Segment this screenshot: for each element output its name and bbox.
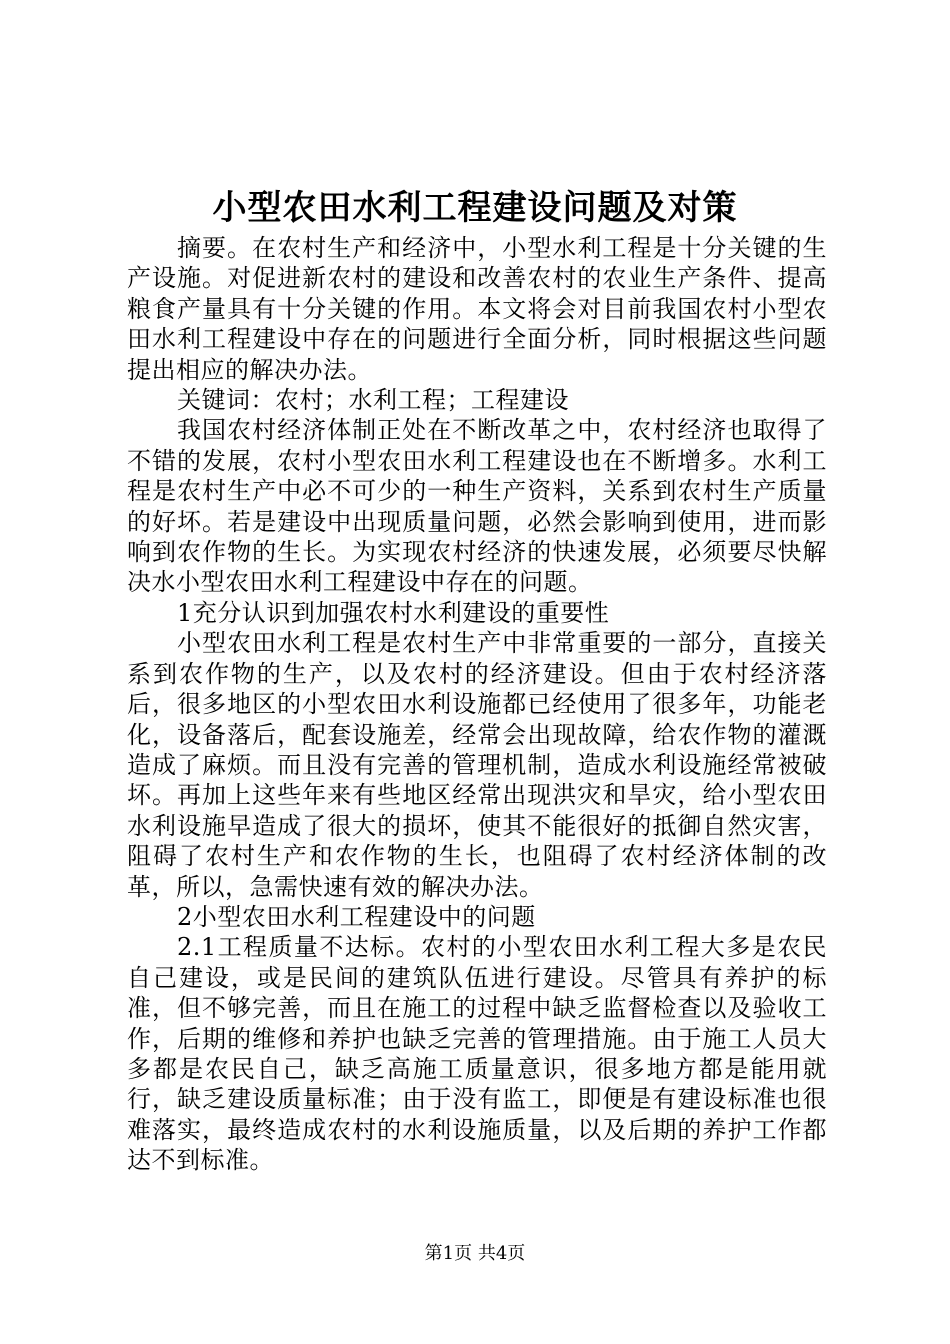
section-1-paragraph: 小型农田水利工程是农村生产中非常重要的一部分，直接关系到农作物的生产，以及农村的经济建设。但由于农村经济落后，很多地区的小型农田水利设施都已经使用了很多年，功能老化，设备落后，配套设施差，经常会出现故障，给农作物的灌溉造成了麻烦。而且没有完善的管理机制，造成水利设施经常被破坏。再加上这些年来有些地区经常出现洪灾和旱灾，给小型农田水利设施早造成了很大的损坏，使其不能很好的抵御自然灾害，阻碍了农村生产和农作物的生长，也阻碍了农村经济体制的改革，所以，急需快速有效的解决办法。 [127,629,827,901]
intro-paragraph: 我国农村经济体制正处在不断改革之中，农村经济也取得了不错的发展，农村小型农田水利工程建设也在不断增多。水利工程是农村生产中必不可少的一种生产资料，关系到农村生产质量的好坏。若是建设中出现质量问题，必然会影响到使用，进而影响到农作物的生长。为实现农村经济的快速发展，必须要尽快解决水小型农田水利工程建设中存在的问题。 [127,416,827,597]
page-footer: 第1页 共4页 [424,1243,526,1264]
section-2-1-paragraph: 2.1工程质量不达标。农村的小型农田水利工程大多是农民自己建设，或是民间的建筑队伍进行建设。尽管具有养护的标准，但不够完善，而且在施工的过程中缺乏监督检查以及验收工作，后期的维修和养护也缺乏完善的管理措施。由于施工人员大多都是农民自己，缺乏高施工质量意识，很多地方都是能用就行，缺乏建设质量标准；由于没有监工，即便是有建设标准也很难落实，最终造成农村的水利设施质量，以及后期的养护工作都达不到标准。 [127,933,827,1175]
section-2-heading: 2小型农田水利工程建设中的问题 [177,902,536,931]
abstract-paragraph: 摘要。在农村生产和经济中，小型水利工程是十分关键的生产设施。对促进新农村的建设和改善农村的农业生产条件、提高粮食产量具有十分关键的作用。本文将会对目前我国农村小型农田水利工程建设中存在的问题进行全面分析，同时根据这些问题提出相应的解决办法。 [127,234,827,384]
document-body [127,233,827,1176]
section-1-heading: 1充分认识到加强农村水利建设的重要性 [177,598,610,627]
keywords-paragraph: 关键词：农村；水利工程；工程建设 [177,386,569,415]
document-title: 小型农田水利工程建设问题及对策 [212,188,738,228]
